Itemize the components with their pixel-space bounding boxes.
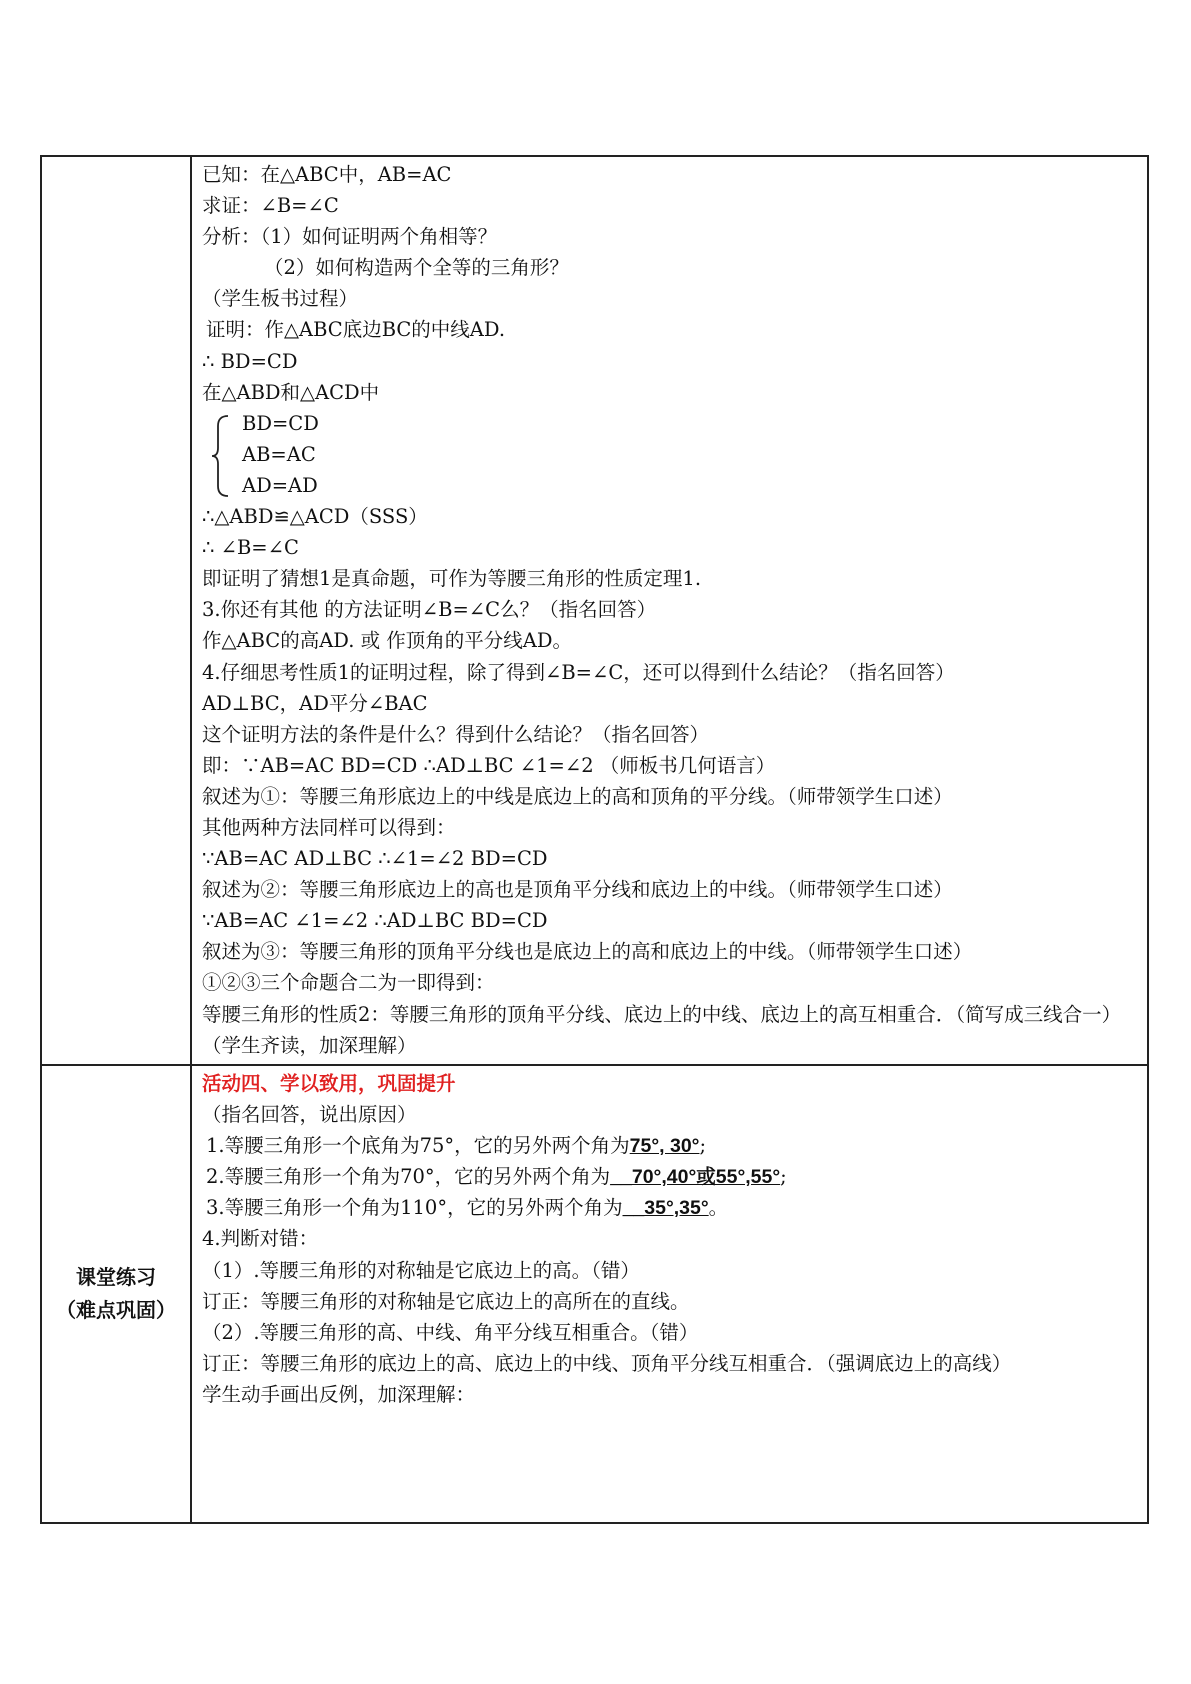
text-line: 这个证明方法的条件是什么？得到什么结论？（指名回答）: [202, 722, 710, 746]
question-1: [202, 1130, 1141, 1161]
question-2: [202, 1161, 1141, 1192]
text-line: 已知：在△ABC中，AB=AC: [202, 163, 452, 186]
table-row: [41, 1065, 1148, 1523]
question-text: 1.等腰三角形一个底角为75°，它的另外两个角为: [206, 1134, 630, 1158]
row-label-cell: [41, 156, 191, 1065]
text-line: 即：∵AB=AC BD=CD ∴AD⊥BC ∠1=∠2 （师板书几何语言）: [202, 753, 776, 777]
answer-text: __35°,35°: [622, 1197, 709, 1220]
text-line: 3.你还有其他 的方法证明∠B=∠C么？（指名回答）: [202, 598, 657, 622]
text-line: 订正：等腰三角形的对称轴是它底边上的高所在的直线。: [202, 1289, 690, 1313]
text-line: AD=AD: [242, 473, 318, 497]
text-line: 叙述为③：等腰三角形的顶角平分线也是底边上的高和底边上的中线。（师带领学生口述）: [202, 940, 973, 964]
text-line: 即证明了猜想1是真命题，可作为等腰三角形的性质定理1.: [202, 567, 702, 591]
text-line: 作△ABC的高AD. 或 作顶角的平分线AD。: [202, 629, 573, 653]
text-line: ∴△ABD≌△ACD（SSS）: [202, 505, 428, 529]
text-line: 学生动手画出反例，加深理解：: [202, 1382, 476, 1406]
text-line: 证明：作△ABC底边BC的中线AD.: [206, 318, 506, 342]
text-line: 求证：∠B=∠C: [202, 194, 339, 218]
exercise-content: [192, 1066, 1147, 1410]
text-line: 4.判断对错：: [202, 1227, 319, 1251]
question-text: 2.等腰三角形一个角为70°，它的另外两个角为: [206, 1165, 611, 1189]
question-end: ;: [780, 1165, 787, 1189]
text-line: 4.仔细思考性质1的证明过程，除了得到∠B=∠C，还可以得到什么结论？（指名回答）: [202, 660, 955, 684]
row-content-cell: [191, 1065, 1148, 1523]
text-line: （2）如何构造两个全等的三角形？: [264, 256, 569, 280]
text-line: ∵AB=AC ∠1=∠2 ∴AD⊥BC BD=CD: [202, 909, 548, 933]
text-line: ∴ BD=CD: [202, 349, 298, 373]
text-line: 在△ABD和△ACD中: [202, 380, 380, 404]
text-line: 叙述为①：等腰三角形底边上的中线是底边上的高和顶角的平分线。（师带领学生口述）: [202, 784, 953, 808]
text-line: 等腰三角形的性质2：等腰三角形的顶角平分线、底边上的中线、底边上的高互相重合．（简写成三线合一）（学生齐读，加深理解）: [202, 1002, 1122, 1057]
left-brace-icon: [210, 414, 232, 498]
text-line: BD=CD: [242, 411, 319, 435]
text-line: ∴ ∠B=∠C: [202, 536, 299, 560]
row-label: 课堂练习: [76, 1265, 156, 1289]
text-line: ∵AB=AC AD⊥BC ∴∠1=∠2 BD=CD: [202, 847, 548, 871]
text-line: 其他两种方法同样可以得到：: [202, 815, 456, 839]
text-line: AD⊥BC，AD平分∠BAC: [202, 691, 428, 715]
text-line: 叙述为②：等腰三角形底边上的高也是顶角平分线和底边上的中线。（师带领学生口述）: [202, 878, 953, 902]
text-line: ①②③三个命题合二为一即得到：: [202, 971, 495, 995]
question-end: ;: [699, 1134, 707, 1158]
text-line: AB=AC: [242, 442, 316, 466]
row-content-cell: [191, 156, 1148, 1065]
text-line: 分析：（1）如何证明两个角相等？: [202, 225, 498, 249]
question-end: 。: [708, 1196, 729, 1220]
proof-content: [192, 157, 1147, 1061]
answer-text: 75°, 30°: [629, 1135, 700, 1158]
activity-heading: 活动四、学以致用，巩固提升: [202, 1072, 456, 1095]
question-text: 3.等腰三角形一个角为110°，它的另外两个角为: [206, 1196, 623, 1220]
row-label-sub: （难点巩固）: [56, 1298, 176, 1322]
text-line: 订正：等腰三角形的底边上的高、底边上的中线、顶角平分线互相重合．（强调底边上的高线）: [202, 1351, 1012, 1375]
text-line: （1）.等腰三角形的对称轴是它底边上的高。（错）: [202, 1258, 640, 1282]
table-row: [41, 156, 1148, 1065]
text-line: （学生板书过程）: [202, 287, 359, 311]
lesson-table: [40, 155, 1149, 1524]
text-line: （指名回答，说出原因）: [202, 1103, 417, 1127]
answer-text: __70°,40°或55°,55°: [610, 1166, 781, 1189]
question-3: [202, 1192, 1141, 1223]
text-line: （2）.等腰三角形的高、中线、角平分线互相重合。（错）: [202, 1320, 699, 1344]
row-label-cell: [41, 1065, 191, 1523]
condition-brace-group: [202, 408, 1141, 501]
